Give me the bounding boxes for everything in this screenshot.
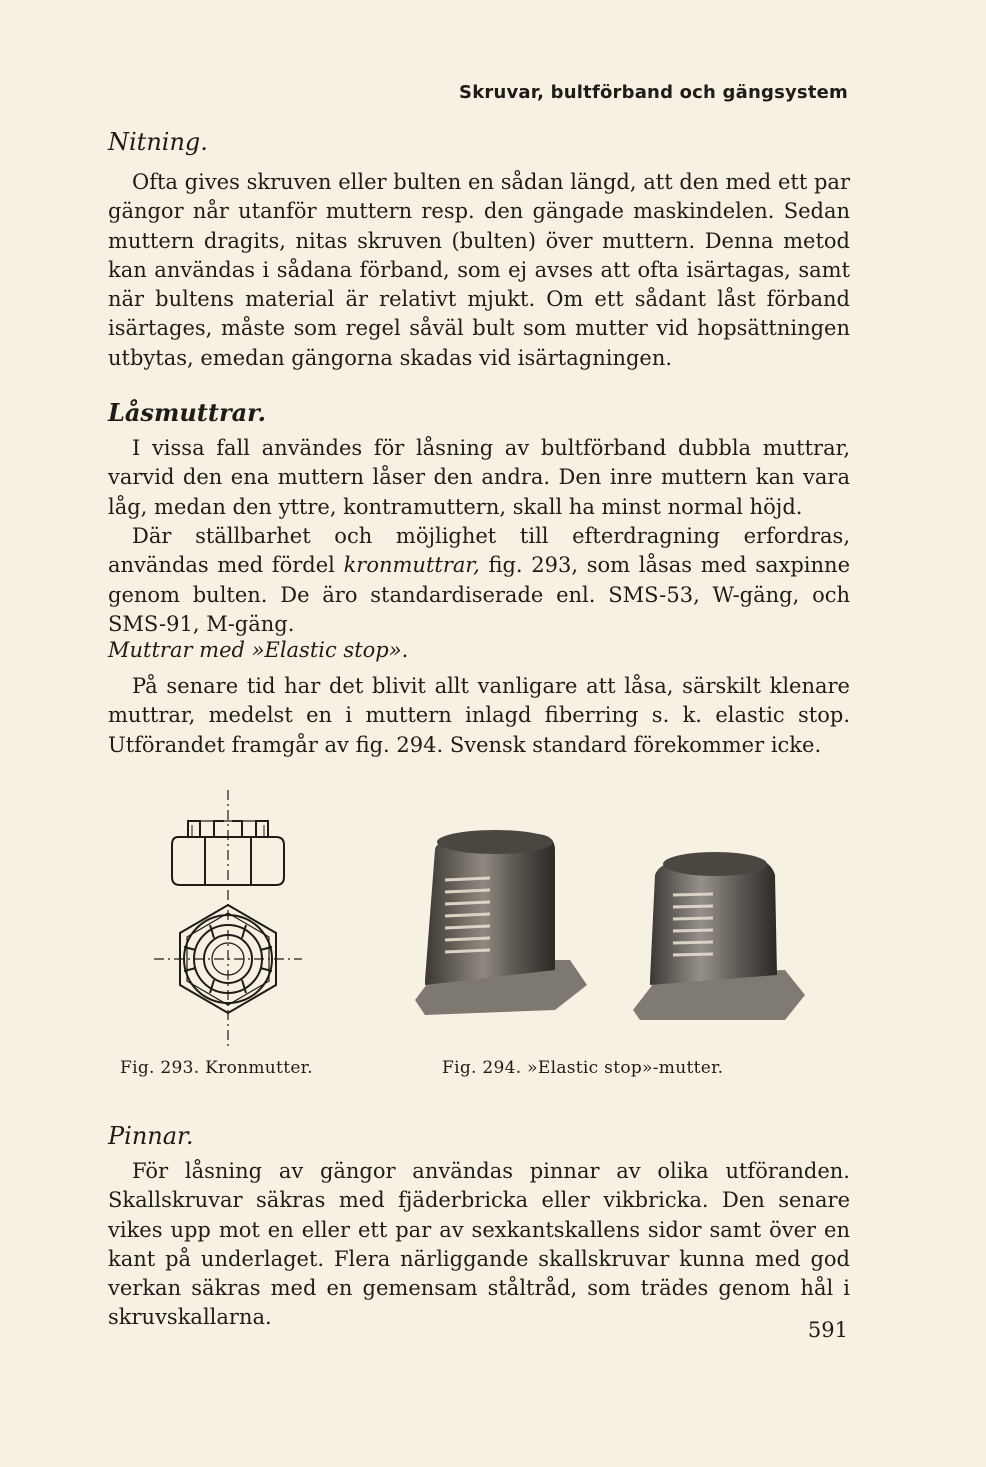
page-number: 591 bbox=[807, 1318, 848, 1342]
elastic-stop-nut-photo-left bbox=[405, 820, 595, 1020]
heading-nitning: Nitning. bbox=[108, 128, 208, 156]
term-kronmuttrar: kronmuttrar, bbox=[343, 553, 480, 578]
paragraph-lasmuttrar-2a: Där ställbarhet och möjlighet till efterdragning erfordras, användas med fördel bbox=[108, 524, 850, 578]
paragraph-lasmuttrar-2 bbox=[108, 522, 850, 639]
heading-pinnar: Pinnar. bbox=[108, 1122, 194, 1150]
caption-fig-294: Fig. 294. »Elastic stop»-mutter. bbox=[442, 1058, 724, 1078]
crown-nut-drawing bbox=[150, 785, 310, 1055]
paragraph-lasmuttrar-1: I vissa fall användes för låsning av bultförband dubbla muttrar, varvid den ena muttern låser den andra. Den inre muttern kan vara låg, medan den yttre, kontramuttern, skall ha minst normal höjd. bbox=[108, 436, 850, 519]
heading-lasmuttrar: Låsmuttrar. bbox=[108, 398, 266, 427]
paragraph-pinnar: För låsning av gängor användas pinnar av olika utföranden. Skallskruvar säkras med fjäderbricka eller vikbricka. Den senare vikes upp mot en eller ett par av sexkantskallens sidor samt över en kant på underlaget. Flera närliggande skallskruvar kunna med god verkan säkras med en gemensam ståltråd, som trädes genom hål i skruvskallarna. bbox=[108, 1159, 850, 1330]
paragraph-elastic-stop: På senare tid har det blivit allt vanligare att låsa, särskilt klenare muttrar, medelst en i muttern inlagd fiberring s. k. elastic stop. Utförandet framgår av fig. 294. Svensk standard förekommer icke. bbox=[108, 674, 850, 757]
caption-fig-293: Fig. 293. Kronmutter. bbox=[120, 1058, 313, 1078]
paragraph-nitning: Ofta gives skruven eller bulten en sådan längd, att den med ett par gängor når utanför muttern resp. den gängade maskindelen. Sedan muttern dragits, nitas skruven (bulten) över muttern. Denna metod kan användas i sådana förband, som ej avses att ofta isärtagas, samt när bultens material är relativt mjukt. Om ett sådant låst förband isärtages, måste som regel såväl bult som mutter vid hopsättningen utbytas, emedan gängorna skadas vid isärtagningen. bbox=[108, 170, 850, 370]
paragraph-lasmuttrar-2b: fig. 293, som låsas med saxpinne genom bulten. De äro standardiserade enl. SMS-53, W-gäng, och SMS-91, M-gäng. bbox=[108, 553, 850, 636]
elastic-stop-nut-photo-right bbox=[625, 840, 815, 1040]
running-head: Skruvar, bultförband och gängsystem bbox=[459, 82, 848, 103]
heading-elastic-stop: Muttrar med »Elastic stop». bbox=[108, 638, 409, 662]
